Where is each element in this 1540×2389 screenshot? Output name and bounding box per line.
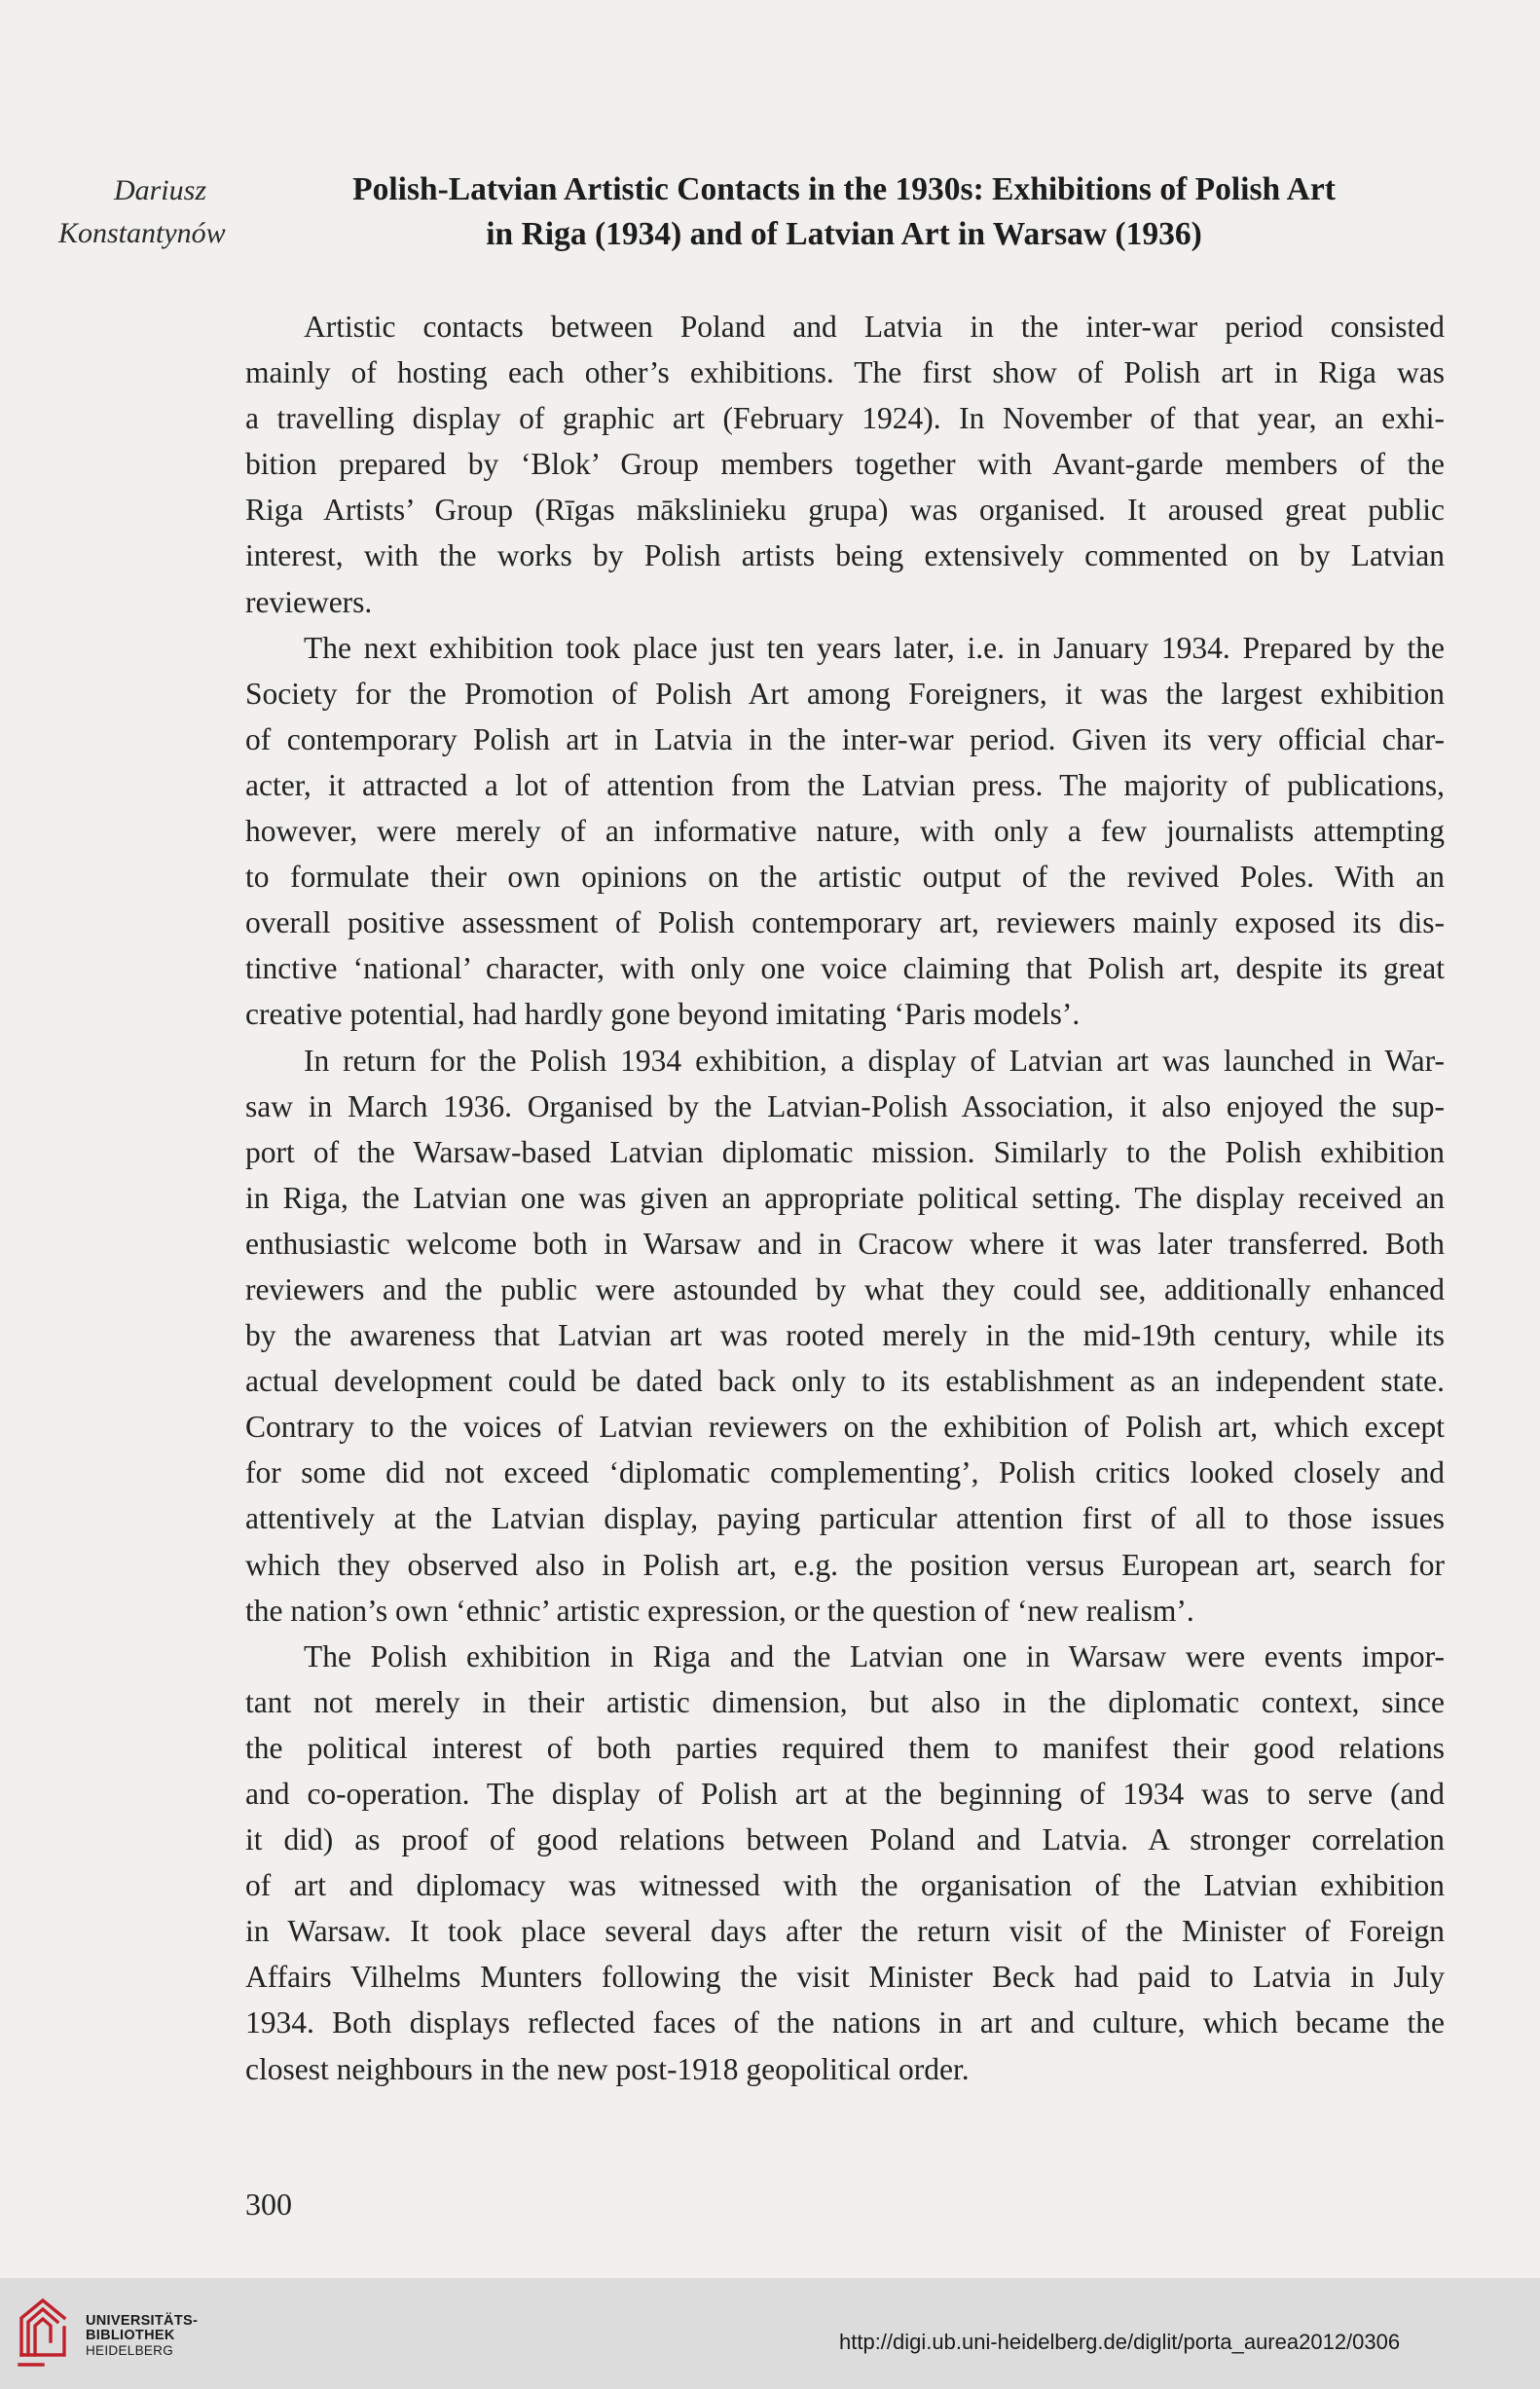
text-line: closest neighbours in the new post-1918 geopolitical order. (245, 2051, 970, 2086)
text-line: acter, it attracted a lot of attention from the Latvian press. The majority of publications, (245, 767, 1445, 802)
text-line: The Polish exhibition in Riga and the Latvian one in Warsaw were events impor- (304, 1638, 1445, 1673)
text-line: enthusiastic welcome both in Warsaw and in Cracow where it was later transferred. Both (245, 1226, 1445, 1261)
text-line: Artistic contacts between Poland and Latvia in the inter-war period consisted (304, 310, 1445, 344)
text-line: mainly of hosting each other’s exhibitions. The first show of Polish art in Riga was (245, 355, 1445, 390)
text-line: Contrary to the voices of Latvian reviewers on the exhibition of Polish art, which except (245, 1410, 1445, 1445)
text-line: port of the Warsaw-based Latvian diplomatic mission. Similarly to the Polish exhibition (245, 1134, 1445, 1169)
paragraph (245, 304, 1445, 625)
source-url-link[interactable]: http://digi.ub.uni-heidelberg.de/diglit/porta_aurea2012/0306 (839, 2330, 1401, 2354)
page-number: 300 (245, 2187, 292, 2222)
logo-text-line: UNIVERSITÄTS- (86, 2313, 199, 2329)
title-line: in Riga (1934) and of Latvian Art in Warsaw (1936) (486, 216, 1202, 252)
text-line: by the awareness that Latvian art was rooted merely in the mid-19th century, while its (245, 1318, 1445, 1353)
text-line: interest, with the works by Polish artists being extensively commented on by Latvian (245, 538, 1445, 573)
text-line: Society for the Promotion of Polish Art among Foreigners, it was the largest exhibition (245, 676, 1445, 711)
author-name (58, 169, 226, 255)
text-line: overall positive assessment of Polish contemporary art, reviewers mainly exposed its dis- (245, 905, 1445, 940)
text-line: of contemporary Polish art in Latvia in the inter-war period. Given its very official char- (245, 721, 1445, 756)
author-last-name: Konstantynów (58, 217, 226, 249)
text-line: tinctive ‘national’ character, with only one voice claiming that Polish art, despite its great (245, 951, 1445, 986)
text-line: tant not merely in their artistic dimension, but also in the diplomatic context, since (245, 1684, 1445, 1719)
text-line: to formulate their own opinions on the artistic output of the revived Poles. With an (245, 860, 1445, 895)
text-line: The next exhibition took place just ten years later, i.e. in January 1934. Prepared by the (304, 630, 1445, 665)
text-line: a travelling display of graphic art (February 1924). In November of that year, an exhi- (245, 401, 1445, 436)
text-line: the nation’s own ‘ethnic’ artistic expression, or the question of ‘new realism’. (245, 1593, 1194, 1628)
text-line: Affairs Vilhelms Munters following the visit Minister Beck had paid to Latvia in July (245, 1960, 1445, 1995)
text-line: in Riga, the Latvian one was given an appropriate political setting. The display received an (245, 1180, 1445, 1215)
text-line: reviewers. (245, 584, 373, 619)
logo-text-line: BIBLIOTHEK (86, 2328, 175, 2343)
text-line: 1934. Both displays reflected faces of the nations in art and culture, which became the (245, 2005, 1445, 2040)
paragraph (245, 1038, 1445, 1634)
title-line: Polish-Latvian Artistic Contacts in the 1930s: Exhibitions of Polish Art (352, 171, 1336, 207)
library-logo-icon (14, 2293, 80, 2371)
text-line: it did) as proof of good relations between Poland and Latvia. A stronger correlation (245, 1822, 1445, 1857)
text-line: of art and diplomacy was witnessed with the organisation of the Latvian exhibition (245, 1868, 1445, 1903)
text-line: for some did not exceed ‘diplomatic complementing’, Polish critics looked closely and (245, 1455, 1445, 1490)
text-line: saw in March 1936. Organised by the Latvian-Polish Association, it also enjoyed the sup- (245, 1088, 1445, 1123)
article-title (245, 167, 1443, 257)
text-line: bition prepared by ‘Blok’ Group members together with Avant-garde members of the (245, 447, 1445, 482)
text-line: In return for the Polish 1934 exhibition, a display of Latvian art was launched in War- (304, 1043, 1445, 1078)
library-logo-text (86, 2314, 198, 2358)
text-line: however, were merely of an informative nature, with only a few journalists attempting (245, 814, 1445, 849)
text-line: actual development could be dated back only to its establishment as an independent state. (245, 1364, 1445, 1399)
text-line: attentively at the Latvian display, paying particular attention first of all to those issues (245, 1501, 1445, 1536)
text-line: reviewers and the public were astounded by what they could see, additionally enhanced (245, 1271, 1445, 1306)
text-line: the political interest of both parties required them to manifest their good relations (245, 1730, 1445, 1765)
article-body (245, 304, 1445, 2092)
text-line: in Warsaw. It took place several days after the return visit of the Minister of Foreign (245, 1914, 1445, 1949)
text-line: creative potential, had hardly gone beyond imitating ‘Paris models’. (245, 997, 1081, 1032)
author-first-name: Dariusz (113, 174, 206, 206)
text-line: which they observed also in Polish art, e.g. the position versus European art, search for (245, 1547, 1445, 1582)
text-line: Riga Artists’ Group (Rīgas mākslinieku grupa) was organised. It aroused great public (245, 493, 1445, 528)
paragraph (245, 1634, 1445, 2092)
logo-text-line: HEIDELBERG (86, 2343, 174, 2358)
text-line: and co-operation. The display of Polish art at the beginning of 1934 was to serve (and (245, 1777, 1445, 1811)
paragraph (245, 625, 1445, 1038)
